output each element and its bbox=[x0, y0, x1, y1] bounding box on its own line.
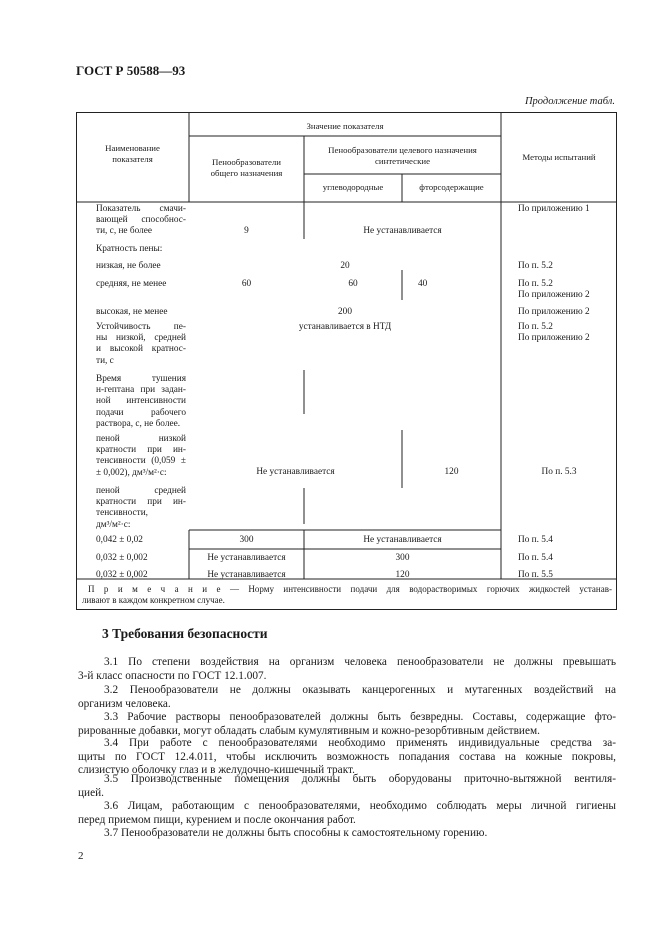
row-medium-general: 60 bbox=[241, 279, 252, 289]
row-low-intensity-method: По п. 5.3 bbox=[541, 467, 577, 477]
row-032b-general: Не устанавливается bbox=[207, 570, 286, 580]
row-expansion-title: Кратность пены: bbox=[96, 244, 163, 254]
row-medium-fluoro: 40 bbox=[418, 279, 428, 289]
row-medium-name: средняя, не менее bbox=[96, 279, 167, 289]
header-general-purpose: Пенообразователи общего назначения bbox=[210, 157, 283, 178]
specification-table bbox=[76, 112, 617, 610]
row-032b-method: По п. 5.5 bbox=[518, 570, 553, 580]
row-low-intensity-fluoro: 120 bbox=[444, 467, 459, 477]
row-042-method: По п. 5.4 bbox=[518, 535, 553, 545]
paragraph-3-1: 3.1 По степени воздействия на организм человека пенообразователи не должны превышать 3-й класс опасности по ГОСТ 12.1.007. bbox=[78, 656, 616, 682]
row-042-name: 0,042 ± 0,02 bbox=[96, 535, 143, 545]
row-wetting-method: По приложению 1 bbox=[518, 204, 590, 214]
row-032a-method: По п. 5.4 bbox=[518, 553, 553, 563]
header-value: Значение показателя bbox=[306, 121, 384, 131]
header-test-methods: Методы испытаний bbox=[522, 152, 596, 162]
row-low-intensity-general: Не устанавливается bbox=[256, 467, 335, 477]
header-synthetic: Пенообразователи целевого назначения синтетические bbox=[328, 145, 477, 166]
row-032a-general: Не устанавливается bbox=[207, 553, 286, 563]
row-042-target: Не устанавливается bbox=[363, 535, 442, 545]
row-extinguish-name: Время тушения н-гептана при задан- ной интенсивности подачи рабочего раствора, с, не более. bbox=[96, 374, 186, 429]
row-high-name: высокая, не менее bbox=[96, 307, 168, 317]
row-wetting-general: 9 bbox=[244, 226, 249, 236]
row-medium-hydrocarbon: 60 bbox=[348, 279, 358, 289]
row-low-intensity-name: пеной низкой кратности при ин- тенсивности (0,059 ± ± 0,002), дм³/м²·с: bbox=[96, 434, 186, 478]
row-032a-name: 0,032 ± 0,002 bbox=[96, 553, 148, 563]
row-032b-target: 120 bbox=[395, 570, 410, 580]
row-high-method: По приложению 2 bbox=[518, 307, 590, 317]
row-stability-value: устанавливается в НТД bbox=[298, 322, 392, 332]
row-032b-name: 0,032 ± 0,002 bbox=[96, 570, 148, 580]
paragraph-3-5: 3.5 Производственные помещения должны быть оборудованы приточно-вытяжной вентиля- цией. bbox=[78, 773, 616, 799]
continuation-label: Продолжение табл. bbox=[524, 96, 615, 107]
document-code: ГОСТ Р 50588—93 bbox=[76, 63, 186, 78]
row-low-name: низкая, не более bbox=[96, 261, 161, 271]
row-stability-method: По п. 5.2 По приложению 2 bbox=[518, 322, 590, 344]
row-low-method: По п. 5.2 bbox=[518, 261, 553, 271]
row-wetting-target: Не устанавливается bbox=[363, 226, 442, 236]
row-high-value: 200 bbox=[338, 307, 352, 317]
paragraph-3-4: 3.4 При работе с пенообразователями необходимо применять индивидуальные средства за- щиты по ГОСТ 12.4.011, чтобы исключить возможность попадания состава на кожные покровы, слизистую оболочку глаз и в желудочно-кишечный тракт. bbox=[78, 737, 616, 777]
paragraph-3-7: 3.7 Пенообразователи не должны быть способны к самостоятельному горению. bbox=[104, 827, 488, 839]
section-title: 3 Требования безопасности bbox=[102, 626, 268, 641]
row-wetting-name: Показатель смачи- вающей способнос- ти, с, не более bbox=[96, 204, 186, 237]
row-stability-name: Устойчивость пе- ны низкой, средней и высокой кратнос- ти, с bbox=[96, 322, 186, 366]
row-medium-intensity-name: пеной средней кратности при ин- тенсивности, дм³/м²·с: bbox=[96, 486, 186, 530]
row-032a-target: 300 bbox=[395, 553, 410, 563]
table-note: П р и м е ч а н и е — Норму интенсивности подачи для водорастворимых горючих жидкостей устанав- ливают в каждом конкретном случае. bbox=[82, 584, 612, 605]
header-hydrocarbon: углеводородные bbox=[322, 182, 384, 192]
paragraph-3-6: 3.6 Лицам, работающим с пенообразователями, необходимо соблюдать меры личной гигиены перед приемом пищи, курением и после окончания работ. bbox=[78, 800, 616, 826]
paragraph-3-3: 3.3 Рабочие растворы пенообразователей должны быть безвредны. Составы, содержащие фто- рированные добавки, могут обладать слабым кумулятивным и кожно-резорбтивным действием. bbox=[78, 711, 616, 737]
row-042-general: 300 bbox=[239, 535, 254, 545]
header-fluoro: фторсодержащие bbox=[419, 182, 484, 192]
row-low-value: 20 bbox=[340, 261, 350, 271]
paragraph-3-2: 3.2 Пенообразователи не должны оказывать канцерогенных и мутагенных воздействий на организм человека. bbox=[78, 684, 616, 710]
row-medium-method: По п. 5.2 По приложению 2 bbox=[518, 279, 590, 301]
page-number: 2 bbox=[78, 850, 84, 862]
header-parameter-name: Наименование показателя bbox=[105, 143, 160, 164]
